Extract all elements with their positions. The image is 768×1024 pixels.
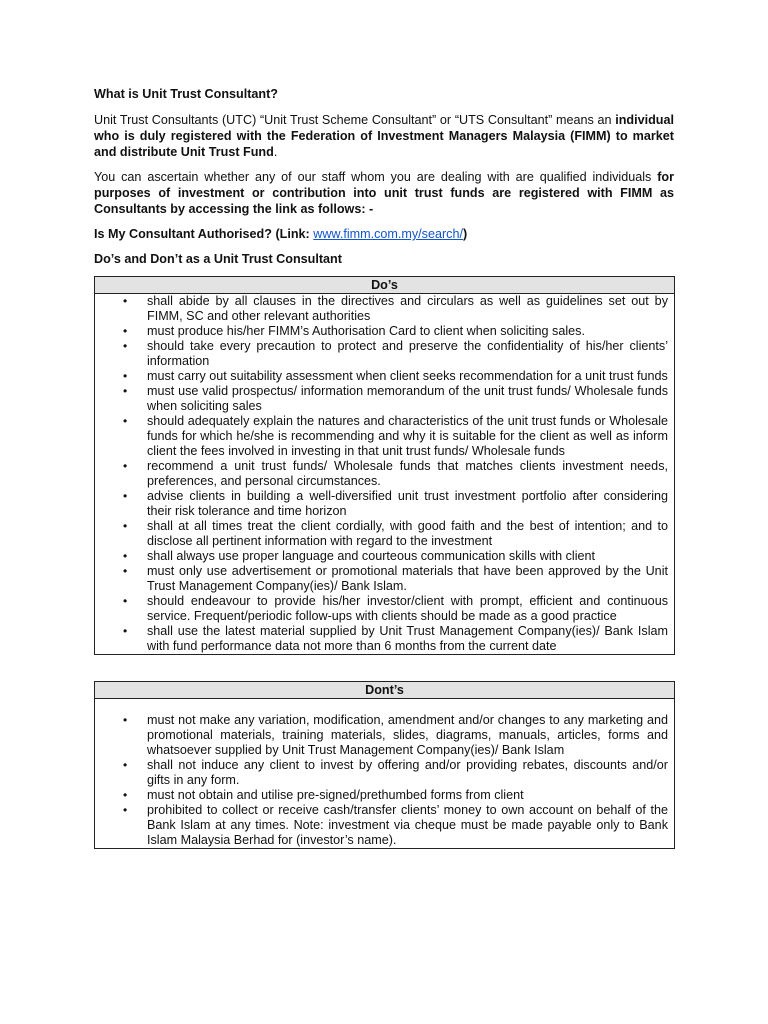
list-item-text: shall at all times treat the client cordially, with good faith and the best of intention; and to disclose all pertinent information with regard to the investment [147, 519, 668, 548]
verification-text: You can ascertain whether any of our staff whom you are dealing with are qualified individuals [94, 170, 658, 184]
consultant-link-label: Is My Consultant Authorised? (Link: [94, 227, 314, 241]
bullet-icon: • [123, 324, 128, 338]
bullet-icon: • [123, 384, 128, 398]
bullet-icon: • [123, 803, 128, 817]
donts-list [95, 699, 674, 848]
bullet-icon: • [123, 564, 128, 578]
list-item-text: recommend a unit trust funds/ Wholesale funds that matches clients investment needs, preferences, and personal circumstances. [147, 459, 668, 488]
verification-bold: for purposes of investment or contribution into unit trust funds are registered with FIMM as Consultants by accessing the link as follows: - [94, 170, 674, 216]
dos-table [94, 276, 675, 655]
dos-table-header: Do’s [95, 277, 674, 294]
bullet-icon: • [123, 624, 128, 638]
consultant-link-close: ) [462, 227, 468, 241]
list-item [95, 339, 668, 369]
bullet-icon: • [123, 549, 128, 563]
consultant-link-line [94, 226, 674, 242]
list-item [95, 519, 668, 549]
list-item [95, 384, 668, 414]
bullet-icon: • [123, 339, 128, 353]
list-item [95, 594, 668, 624]
list-item-text: must use valid prospectus/ information memorandum of the unit trust funds/ Wholesale funds when soliciting sales [147, 384, 668, 413]
bullet-icon: • [123, 519, 128, 533]
list-item [95, 324, 668, 339]
bullet-icon: • [123, 489, 128, 503]
bullet-icon: • [123, 788, 128, 802]
bullet-icon: • [123, 459, 128, 473]
list-item-text: shall use the latest material supplied by Unit Trust Management Company(ies)/ Bank Islam with fund performance data not more than 6 months from the current date [147, 624, 668, 653]
list-item-text: shall abide by all clauses in the directives and circulars as well as guidelines set out by FIMM, SC and other relevant authorities [147, 294, 668, 323]
list-item-text: prohibited to collect or receive cash/transfer clients’ money to own account on behalf of the Bank Islam at any times. Note: investment via cheque must be made payable only to Bank Islam Malaysia Berhad for (investor’s name). [147, 803, 668, 847]
list-item [95, 549, 668, 564]
bullet-icon: • [123, 369, 128, 383]
list-item-text: must only use advertisement or promotional materials that have been approved by the Unit Trust Management Company(ies)/ Bank Islam. [147, 564, 668, 593]
utc-definition-text: Unit Trust Consultants (UTC) “Unit Trust Scheme Consultant” or “UTS Consultant” means an [94, 113, 616, 127]
page-title: What is Unit Trust Consultant? [94, 87, 278, 101]
bullet-icon: • [123, 713, 128, 727]
fimm-search-link[interactable]: www.fimm.com.my/search/ [313, 227, 463, 241]
utc-definition-end: . [273, 145, 278, 159]
list-item-text: shall not induce any client to invest by offering and/or providing rebates, discounts and/or gifts in any form. [147, 758, 668, 787]
utc-definition-paragraph [94, 112, 674, 160]
list-item [95, 758, 668, 788]
list-item [95, 369, 668, 384]
list-item [95, 788, 668, 803]
dos-donts-heading: Do’s and Don’t as a Unit Trust Consultant [94, 252, 342, 266]
list-item-text: shall always use proper language and courteous communication skills with client [147, 549, 596, 563]
donts-table [94, 681, 675, 849]
list-item [95, 713, 668, 758]
list-item-text: advise clients in building a well-diversified unit trust investment portfolio after considering their risk tolerance and time horizon [147, 489, 668, 518]
list-item-text: should adequately explain the natures and characteristics of the unit trust funds or Wholesale funds for which he/she is recommending and why it is suitable for the client as well as inform client the fees involved in investing in that unit trust funds/ Wholesale funds [147, 414, 668, 458]
donts-table-header: Dont’s [95, 682, 674, 699]
bullet-icon: • [123, 594, 128, 608]
list-item [95, 459, 668, 489]
list-item-text: should take every precaution to protect and preserve the confidentiality of his/her clients’ information [147, 339, 668, 368]
bullet-icon: • [123, 758, 128, 772]
list-item [95, 414, 668, 459]
list-item-text: must produce his/her FIMM’s Authorisation Card to client when soliciting sales. [147, 324, 585, 338]
list-item [95, 564, 668, 594]
utc-definition-bold: individual who is duly registered with the Federation of Investment Managers Malaysia (FIMM) to market and distribute Unit Trust Fund [94, 113, 674, 159]
bullet-icon: • [123, 414, 128, 428]
list-item-text: must not obtain and utilise pre-signed/prethumbed forms from client [147, 788, 524, 802]
list-item [95, 803, 668, 848]
list-item-text: must carry out suitability assessment when client seeks recommendation for a unit trust funds [147, 369, 668, 383]
dos-list [95, 294, 674, 654]
list-item-text: should endeavour to provide his/her investor/client with prompt, efficient and continuous service. Frequent/periodic follow-ups with clients should be made as a good practice [147, 594, 668, 623]
list-item [95, 294, 668, 324]
list-item [95, 624, 668, 654]
list-item [95, 489, 668, 519]
verification-paragraph [94, 169, 674, 217]
bullet-icon: • [123, 294, 128, 308]
list-item-text: must not make any variation, modification, amendment and/or changes to any marketing and promotional materials, training materials, slides, diagrams, manuals, articles, forms and whatsoever supplied by Unit Trust Management Company(ies)/ Bank Islam [147, 713, 668, 757]
